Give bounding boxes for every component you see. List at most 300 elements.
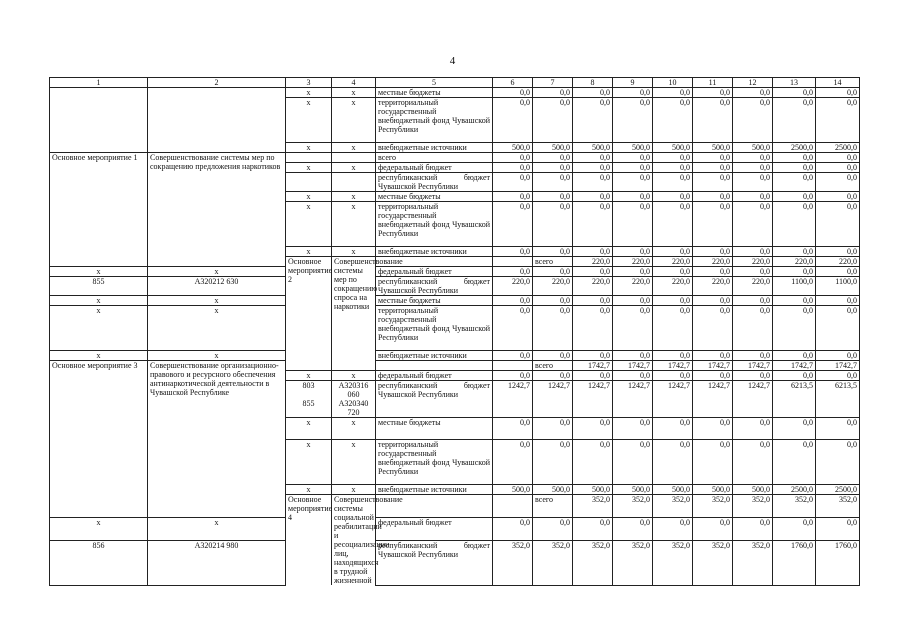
table-row [50,267,860,277]
amount-cell: 0,0 [733,173,773,192]
amount-cell: 0,0 [493,296,533,306]
amount-cell: 0,0 [573,98,613,143]
budget-code: x [148,351,286,361]
amount-cell: 0,0 [773,192,816,202]
amount-cell: 220,0 [533,277,573,296]
amount-cell: 0,0 [573,351,613,361]
amount-cell: 0,0 [613,306,653,351]
amount-cell: 500,0 [693,143,733,153]
budget-code: А320212 630 [148,277,286,296]
amount-cell: 352,0 [733,541,773,585]
amount-cell: 0,0 [533,153,573,163]
amount-cell: 0,0 [733,267,773,277]
funding-source: внебюджетные источники [376,351,493,361]
column-number-1: 1 [50,78,148,88]
amount-cell: 0,0 [816,518,860,541]
responsible-code [376,361,493,371]
amount-cell: 500,0 [533,143,573,153]
amount-cell: 0,0 [613,173,653,192]
amount-cell: 1742,7 [733,361,773,371]
amount-cell: 220,0 [816,257,860,267]
amount-cell: 0,0 [773,153,816,163]
amount-cell: 1100,0 [773,277,816,296]
amount-cell: 0,0 [733,296,773,306]
table-row [50,153,860,163]
amount-cell: 0,0 [533,192,573,202]
amount-cell: 0,0 [493,163,533,173]
budget-code: x [332,418,376,440]
amount-cell: 0,0 [773,418,816,440]
amount-cell: 0,0 [493,351,533,361]
amount-cell: 220,0 [733,257,773,267]
amount-cell: 1760,0 [773,541,816,585]
amount-cell: 0,0 [533,418,573,440]
amount-cell: 0,0 [613,192,653,202]
responsible-code: x [50,306,148,351]
amount-cell: 500,0 [733,143,773,153]
amount-cell: 0,0 [733,518,773,541]
amount-cell: 0,0 [693,351,733,361]
budget-code: x [332,247,376,257]
amount-cell: 0,0 [653,371,693,381]
amount-cell: 0,0 [816,192,860,202]
amount-cell: 0,0 [693,88,733,98]
amount-cell: 2500,0 [816,485,860,495]
amount-cell: 0,0 [693,163,733,173]
responsible-code: 856 [50,541,148,585]
measure-name: Основное мероприятие 4 [286,495,332,586]
amount-cell: 0,0 [493,418,533,440]
budget-code: x [332,371,376,381]
amount-cell: 0,0 [653,88,693,98]
amount-cell: 220,0 [653,277,693,296]
budget-code: x [148,267,286,277]
amount-cell: 1760,0 [816,541,860,585]
funding-source: местные бюджеты [376,88,493,98]
amount-cell: 352,0 [773,495,816,518]
budget-code: x [332,88,376,98]
budget-code: x [332,143,376,153]
funding-source: федеральный бюджет [376,371,493,381]
amount-cell: 352,0 [533,541,573,585]
measure-description [148,98,286,143]
amount-cell: 352,0 [573,541,613,585]
amount-cell: 0,0 [533,247,573,257]
responsible-code: x [286,247,332,257]
amount-cell: 0,0 [573,202,613,247]
amount-cell: 0,0 [733,88,773,98]
amount-cell: 0,0 [573,518,613,541]
amount-cell: 0,0 [653,440,693,485]
amount-cell: 0,0 [693,202,733,247]
budget-code: x [148,296,286,306]
amount-cell: 0,0 [816,306,860,351]
budget-code [493,495,533,518]
amount-cell: 0,0 [693,192,733,202]
responsible-code: x [286,163,332,173]
amount-cell: 0,0 [493,247,533,257]
amount-cell: 0,0 [653,202,693,247]
amount-cell: 0,0 [573,418,613,440]
budget-code: А320316 060 А320340 720 [332,381,376,418]
amount-cell: 0,0 [733,98,773,143]
amount-cell: 500,0 [613,143,653,153]
responsible-code: x [50,351,148,361]
amount-cell: 0,0 [773,306,816,351]
amount-cell: 0,0 [693,418,733,440]
responsible-code: x [50,267,148,277]
funding-source: территориальный государственный внебюджетный фонд Чувашской Республики [376,306,493,351]
measure-description [148,88,286,98]
amount-cell: 500,0 [493,143,533,153]
amount-cell: 220,0 [493,277,533,296]
amount-cell: 0,0 [816,173,860,192]
amount-cell: 220,0 [573,277,613,296]
amount-cell: 0,0 [816,163,860,173]
amount-cell: 220,0 [573,257,613,267]
budget-code: x [332,98,376,143]
responsible-code: x [286,202,332,247]
amount-cell: 0,0 [613,518,653,541]
amount-cell: 220,0 [733,277,773,296]
amount-cell: 2500,0 [773,143,816,153]
funding-source: внебюджетные источники [376,143,493,153]
funding-source: местные бюджеты [376,418,493,440]
amount-cell: 0,0 [816,440,860,485]
amount-cell: 0,0 [733,440,773,485]
amount-cell: 220,0 [613,257,653,267]
budget-code: x [148,306,286,351]
amount-cell: 352,0 [733,495,773,518]
amount-cell: 0,0 [613,163,653,173]
amount-cell: 0,0 [533,351,573,361]
funding-source: территориальный государственный внебюджетный фонд Чувашской Республики [376,202,493,247]
responsible-code: x [286,485,332,495]
amount-cell: 0,0 [816,202,860,247]
amount-cell: 352,0 [693,541,733,585]
amount-cell: 500,0 [733,485,773,495]
amount-cell: 0,0 [573,163,613,173]
amount-cell: 500,0 [533,485,573,495]
measure-description: Совершенствование системы мер по сокращению спроса на наркотики [332,257,376,371]
measure-name: Основное мероприятие 1 [50,153,148,267]
amount-cell: 0,0 [573,153,613,163]
column-number-6: 6 [493,78,533,88]
amount-cell: 2500,0 [773,485,816,495]
column-number-7: 7 [533,78,573,88]
amount-cell: 0,0 [533,296,573,306]
amount-cell: 0,0 [733,247,773,257]
amount-cell: 0,0 [533,440,573,485]
responsible-code: x [286,371,332,381]
amount-cell: 0,0 [613,418,653,440]
budget-code: А320214 980 [148,541,286,585]
responsible-code: x [286,440,332,485]
responsible-code: 855 [50,277,148,296]
amount-cell: 352,0 [653,541,693,585]
amount-cell: 0,0 [573,306,613,351]
amount-cell: 0,0 [816,418,860,440]
amount-cell: 0,0 [733,306,773,351]
amount-cell: 0,0 [773,296,816,306]
funding-source: всего [533,361,573,371]
amount-cell: 6213,5 [773,381,816,418]
column-number-12: 12 [733,78,773,88]
amount-cell: 500,0 [573,485,613,495]
funding-source: всего [533,257,573,267]
measure-description: Совершенствование организационно-правового и ресурсного обеспечения антинаркотической деятельности в Чувашской Республике [148,361,286,518]
amount-cell: 0,0 [493,153,533,163]
amount-cell: 0,0 [653,163,693,173]
amount-cell: 0,0 [653,518,693,541]
amount-cell: 0,0 [693,371,733,381]
amount-cell: 0,0 [573,371,613,381]
amount-cell: 0,0 [733,192,773,202]
amount-cell: 1742,7 [693,361,733,371]
amount-cell: 0,0 [653,98,693,143]
amount-cell: 0,0 [533,163,573,173]
amount-cell: 352,0 [613,495,653,518]
amount-cell: 0,0 [773,98,816,143]
responsible-code [286,173,332,192]
funding-source: федеральный бюджет [376,518,493,541]
amount-cell: 0,0 [613,371,653,381]
amount-cell: 0,0 [816,98,860,143]
amount-cell: 220,0 [773,257,816,267]
funding-source: местные бюджеты [376,192,493,202]
measure-description: Совершенствование системы мер по сокращению предложения наркотиков [148,153,286,267]
amount-cell: 1242,7 [533,381,573,418]
table-row [50,88,860,98]
column-number-5: 5 [376,78,493,88]
funding-source: федеральный бюджет [376,267,493,277]
measure-description [148,143,286,153]
amount-cell: 0,0 [493,306,533,351]
amount-cell: 352,0 [693,495,733,518]
amount-cell: 0,0 [533,267,573,277]
table-row [50,306,860,351]
amount-cell: 0,0 [693,306,733,351]
amount-cell: 0,0 [613,440,653,485]
amount-cell: 0,0 [613,202,653,247]
amount-cell: 0,0 [816,371,860,381]
amount-cell: 352,0 [613,541,653,585]
amount-cell: 220,0 [693,257,733,267]
amount-cell: 500,0 [653,143,693,153]
amount-cell: 0,0 [653,173,693,192]
table-row [50,296,860,306]
amount-cell: 0,0 [493,173,533,192]
amount-cell: 1242,7 [733,381,773,418]
responsible-code: x [50,296,148,306]
amount-cell: 0,0 [693,247,733,257]
responsible-code: x [286,88,332,98]
amount-cell: 0,0 [613,296,653,306]
table-row [50,361,860,371]
amount-cell: 0,0 [613,351,653,361]
amount-cell: 1742,7 [653,361,693,371]
amount-cell: 0,0 [816,351,860,361]
amount-cell: 0,0 [773,202,816,247]
table-row [50,541,860,585]
amount-cell: 0,0 [773,351,816,361]
amount-cell: 500,0 [573,143,613,153]
amount-cell: 0,0 [653,306,693,351]
amount-cell: 0,0 [533,371,573,381]
amount-cell: 0,0 [773,88,816,98]
measure-name [50,98,148,143]
budget-code: x [148,518,286,541]
responsible-code: x [50,518,148,541]
amount-cell: 352,0 [653,495,693,518]
amount-cell: 500,0 [493,485,533,495]
amount-cell: 0,0 [653,351,693,361]
budget-code: x [332,163,376,173]
measure-description: Совершенствование системы социальной реабилитации и ресоциализации лиц, находящихся в трудной жизненной [332,495,376,586]
funding-source: федеральный бюджет [376,163,493,173]
amount-cell: 1242,7 [613,381,653,418]
amount-cell: 500,0 [613,485,653,495]
responsible-code: x [286,418,332,440]
amount-cell: 0,0 [653,153,693,163]
amount-cell: 0,0 [533,306,573,351]
funding-source: внебюджетные источники [376,247,493,257]
funding-source: республиканский бюджет Чувашской Республики [376,277,493,296]
amount-cell: 1742,7 [816,361,860,371]
column-number-8: 8 [573,78,613,88]
amount-cell: 0,0 [693,296,733,306]
amount-cell: 500,0 [693,485,733,495]
amount-cell: 0,0 [816,247,860,257]
amount-cell: 0,0 [493,267,533,277]
amount-cell: 0,0 [653,247,693,257]
amount-cell: 1242,7 [653,381,693,418]
amount-cell: 220,0 [613,277,653,296]
amount-cell: 0,0 [773,173,816,192]
funding-source: всего [533,495,573,518]
amount-cell: 0,0 [573,267,613,277]
amount-cell: 0,0 [533,98,573,143]
amount-cell: 0,0 [816,267,860,277]
amount-cell: 0,0 [733,418,773,440]
responsible-code: x [286,143,332,153]
amount-cell: 1242,7 [573,381,613,418]
amount-cell: 352,0 [816,495,860,518]
amount-cell: 0,0 [533,88,573,98]
measure-name [50,88,148,98]
amount-cell: 0,0 [693,153,733,163]
amount-cell: 0,0 [533,173,573,192]
amount-cell: 0,0 [773,163,816,173]
amount-cell: 0,0 [573,296,613,306]
amount-cell: 0,0 [693,518,733,541]
budget-code: x [332,202,376,247]
responsible-code [286,153,332,163]
amount-cell: 0,0 [816,88,860,98]
column-number-10: 10 [653,78,693,88]
amount-cell: 0,0 [693,440,733,485]
table-row [50,143,860,153]
table-row [50,351,860,361]
column-number-9: 9 [613,78,653,88]
amount-cell: 1242,7 [693,381,733,418]
amount-cell: 1100,0 [816,277,860,296]
amount-cell: 220,0 [653,257,693,267]
amount-cell: 1742,7 [613,361,653,371]
funding-source: территориальный государственный внебюджетный фонд Чувашской Республики [376,98,493,143]
budget-code: x [332,192,376,202]
column-number-13: 13 [773,78,816,88]
amount-cell: 0,0 [733,351,773,361]
budget-code [332,153,376,163]
amount-cell: 0,0 [653,418,693,440]
amount-cell: 1742,7 [773,361,816,371]
amount-cell: 0,0 [773,518,816,541]
amount-cell: 0,0 [493,440,533,485]
budget-code [332,173,376,192]
amount-cell: 0,0 [573,173,613,192]
amount-cell: 0,0 [493,98,533,143]
amount-cell: 0,0 [773,440,816,485]
responsible-code: x [286,98,332,143]
budget-code: x [332,485,376,495]
amount-cell: 0,0 [733,153,773,163]
table-row [50,98,860,143]
responsible-code: 803 855 [286,381,332,418]
table-row [50,518,860,541]
amount-cell: 220,0 [693,277,733,296]
budget-code [493,257,533,267]
amount-cell: 0,0 [493,202,533,247]
amount-cell: 0,0 [773,247,816,257]
amount-cell: 0,0 [653,192,693,202]
column-number-row [50,78,860,88]
amount-cell: 0,0 [733,371,773,381]
amount-cell: 1242,7 [493,381,533,418]
funding-source: республиканский бюджет Чувашской Республики [376,381,493,418]
amount-cell: 0,0 [493,192,533,202]
page-number: 4 [449,55,456,67]
column-number-14: 14 [816,78,860,88]
amount-cell: 0,0 [613,88,653,98]
funding-source: республиканский бюджет Чувашской Республики [376,173,493,192]
amount-cell: 0,0 [573,192,613,202]
budget-code [493,361,533,371]
responsible-code: x [286,192,332,202]
column-number-2: 2 [148,78,286,88]
column-number-4: 4 [332,78,376,88]
funding-source: территориальный государственный внебюджетный фонд Чувашской Республики [376,440,493,485]
funding-source: внебюджетные источники [376,485,493,495]
amount-cell: 0,0 [653,267,693,277]
amount-cell: 0,0 [533,518,573,541]
amount-cell: 0,0 [613,98,653,143]
amount-cell: 0,0 [733,163,773,173]
amount-cell: 0,0 [733,202,773,247]
budget-code: x [332,440,376,485]
amount-cell: 0,0 [613,267,653,277]
funding-source: местные бюджеты [376,296,493,306]
amount-cell: 352,0 [493,541,533,585]
amount-cell: 0,0 [693,173,733,192]
table-body [50,88,860,586]
amount-cell: 0,0 [816,296,860,306]
amount-cell: 352,0 [573,495,613,518]
funding-source: всего [376,153,493,163]
amount-cell: 1742,7 [573,361,613,371]
amount-cell: 0,0 [573,88,613,98]
amount-cell: 0,0 [573,247,613,257]
